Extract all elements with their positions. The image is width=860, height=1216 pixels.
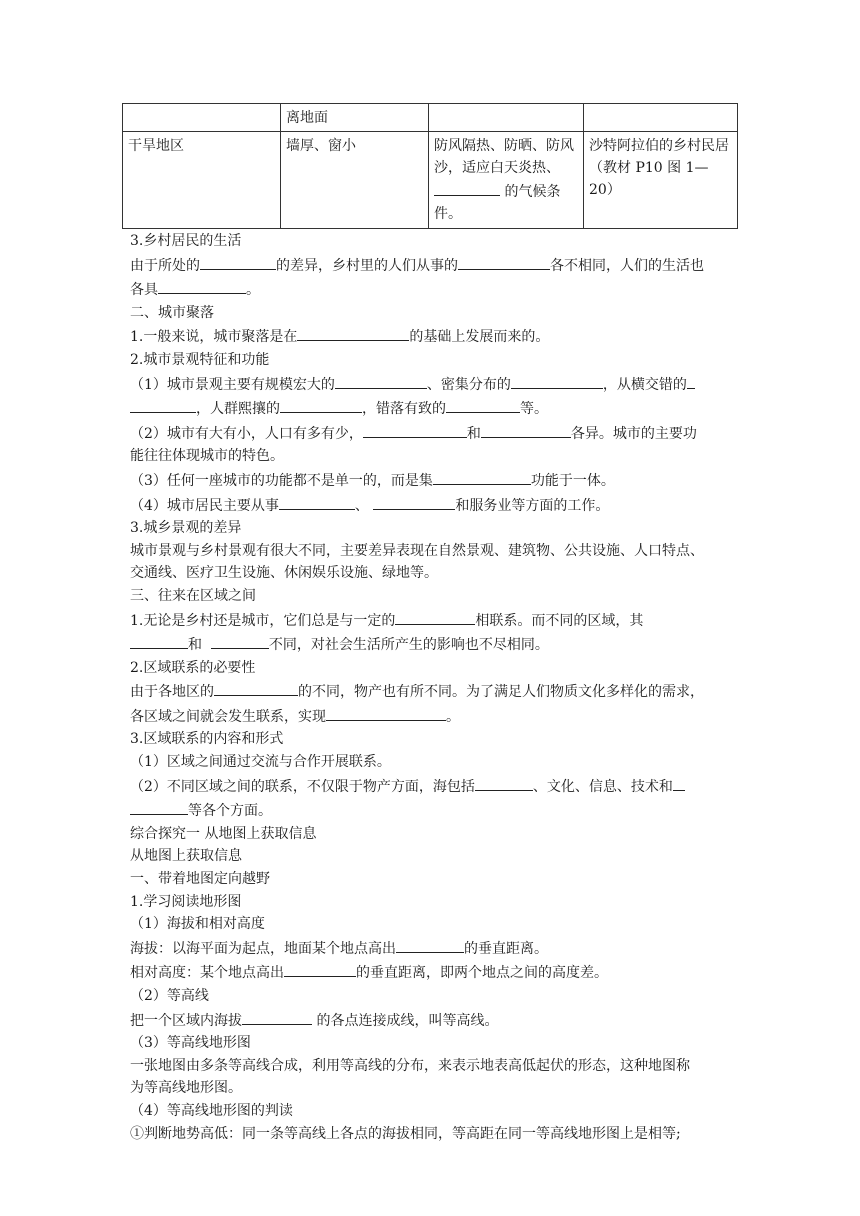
text-segment: ，错落有致的 [362, 401, 446, 418]
text-segment: 的基础上发展而来的。 [409, 329, 550, 346]
text-line: （1）海拔和相对高度 [130, 916, 265, 933]
table-cell [123, 104, 281, 132]
text-segment: 和 [188, 637, 202, 654]
text-segment: （2）不同区域之间的联系，不仅限于物产方面，海包括 [130, 778, 475, 795]
text-line: ①判断地势高低：同一条等高线上各点的海拔相同，等高距在同一等高线地形图上是相等; [130, 1125, 681, 1142]
text-segment: 1.无论是乡村还是城市，它们总是与一定的 [130, 612, 396, 629]
text-segment: 、密集分布的 [426, 376, 511, 393]
text-segment: 等各个方面。 [188, 803, 272, 820]
table-cell [429, 132, 584, 229]
text-segment: 各具 [130, 282, 158, 299]
text-line: 为等高线地形图。 [130, 1080, 242, 1097]
section-heading: 1.学习阅读地形图 [130, 893, 242, 910]
text-line [130, 372, 735, 397]
section-heading: 一、带着地图定向越野 [130, 871, 270, 888]
text-segment: 的垂直距离。 [464, 940, 548, 957]
fill-blank [242, 1008, 312, 1025]
text-segment: 功能于一体。 [530, 472, 615, 489]
fill-blank [434, 179, 500, 196]
fill-blank [481, 421, 571, 438]
fill-blank [280, 396, 362, 413]
fill-blank [130, 798, 188, 815]
fill-blank [363, 421, 467, 438]
text-line [130, 277, 735, 302]
text-line: 交通线、医疗卫生设施、休闲娱乐设施、绿地等。 [130, 565, 438, 582]
text-segment: 由于各地区的 [130, 684, 214, 701]
fill-blank [687, 372, 695, 389]
section-heading: 二、城市聚落 [130, 304, 214, 321]
text-segment: 和服务业等方面的工作。 [455, 497, 610, 514]
fill-blank [297, 324, 409, 341]
section-heading: 3.城乡景观的差异 [130, 520, 242, 537]
section-heading: 3.乡村居民的生活 [130, 233, 242, 249]
dwelling-table [122, 103, 738, 229]
text-segment: 。 [246, 282, 260, 299]
fill-blank [279, 493, 355, 510]
text-segment: 和 [466, 425, 481, 442]
text-segment: 相对高度：某个地点高出 [130, 965, 284, 982]
text-line [130, 396, 735, 421]
fill-blank [211, 632, 269, 649]
fill-blank [458, 253, 550, 270]
text-line [130, 608, 735, 633]
text-line: （2）等高线 [130, 988, 209, 1004]
text-segment: 把一个区域内海拔 [130, 1012, 242, 1029]
text-segment: 的垂直距离，即两个地点之间的高度差。 [356, 965, 608, 982]
text-segment: 各区域之间就会发生联系，实现 [130, 708, 326, 725]
text-line [130, 468, 735, 493]
fill-blank [130, 632, 188, 649]
text-segment: ，人群熙攘的 [196, 401, 280, 418]
text-segment: 各不相同，人们的生活也 [550, 257, 704, 274]
section-heading: 综合探究一 从地图上获取信息 [130, 825, 317, 842]
text-line: 能往往体现城市的特色。 [130, 448, 284, 465]
text-line [130, 324, 735, 349]
text-line [130, 1008, 735, 1033]
text-segment: （2）城市有大有小，人口有多有少， [130, 425, 363, 442]
text-line: （1）区域之间通过交流与合作开展联系。 [130, 754, 391, 771]
text-line [130, 798, 735, 823]
text-line: （3）等高线地形图 [130, 1035, 251, 1052]
text-line: 从地图上获取信息 [130, 848, 242, 865]
text-segment: 的各点连接成线，叫等高线。 [316, 1012, 499, 1029]
text-segment: 不同，对社会生活所产生的影响也不尽相同。 [268, 637, 549, 654]
text-segment: 等。 [520, 401, 548, 418]
text-line: 城市景观与乡村景观有很大不同，主要差异表现在自然景观、建筑物、公共设施、人口特点、 [130, 542, 704, 559]
text-line: （4）等高线地形图的判读 [130, 1102, 293, 1119]
text-line: 一张地图由多条等高线合成，利用等高线的分布，来表示地表高低起伏的形态，这种地图称 [130, 1057, 690, 1074]
document-body [130, 230, 735, 1145]
fill-blank [284, 960, 356, 977]
text-line [130, 632, 735, 657]
text-segment: 的差异，乡村里的人们从事的 [276, 257, 458, 274]
text-line [130, 960, 735, 985]
section-heading: 2.城市景观特征和功能 [130, 351, 270, 368]
text-line [130, 679, 735, 704]
table-row [123, 104, 738, 132]
text-segment: 、 [354, 497, 369, 514]
text-segment: （4）城市居民主要从事 [130, 497, 279, 514]
text-segment: 由于所处的 [130, 257, 200, 274]
text-line [130, 774, 735, 799]
fill-blank [446, 396, 520, 413]
text-segment: ，从横交错的 [602, 376, 687, 393]
fill-blank [200, 253, 276, 270]
section-heading: 3.区域联系的内容和形式 [130, 731, 284, 748]
text-segment: 相联系。而不同的区域，其 [475, 612, 644, 629]
text-line [130, 704, 735, 729]
cell-text: 防风隔热、防晒、防风沙，适应白天炎热、 [434, 138, 574, 176]
fill-blank [373, 493, 455, 510]
fill-blank [395, 608, 475, 625]
text-line [130, 253, 735, 278]
text-segment: （1）城市景观主要有规模宏大的 [130, 376, 335, 393]
text-segment: 。 [446, 708, 460, 725]
text-segment: 各异。城市的主要功 [570, 425, 697, 442]
table-cell [429, 104, 584, 132]
section-heading: 2.区域联系的必要性 [130, 659, 256, 676]
text-segment: （3）任何一座城市的功能都不是单一的，而是集 [130, 472, 433, 489]
text-segment: 、文化、信息、技术和 [532, 778, 673, 795]
table-row [123, 132, 738, 229]
text-segment: 海拔：以海平面为起点，地面某个地点高出 [130, 940, 396, 957]
fill-blank [214, 679, 298, 696]
text-line [130, 936, 735, 961]
text-line [130, 493, 735, 518]
table-cell [584, 104, 738, 132]
fill-blank [158, 277, 246, 294]
fill-blank [673, 774, 685, 791]
fill-blank [475, 774, 533, 791]
fill-blank [433, 468, 531, 485]
text-segment: 1.一般来说，城市聚落是在 [130, 329, 298, 346]
fill-blank [396, 936, 464, 953]
table-cell: 干旱地区 [123, 132, 281, 229]
fill-blank [130, 396, 196, 413]
fill-blank [511, 372, 603, 389]
table-cell: 墙厚、窗小 [281, 132, 429, 229]
table-cell: 沙特阿拉伯的乡村民居（教材 P10 图 1—20） [584, 132, 738, 229]
text-line [130, 421, 735, 446]
table-cell: 离地面 [281, 104, 429, 132]
section-heading: 三、往来在区域之间 [130, 587, 256, 604]
fill-blank [335, 372, 427, 389]
cell-text: 的气候条件。 [434, 184, 561, 222]
text-segment: 的不同，物产也有所不同。为了满足人们物质文化多样化的需求， [298, 684, 704, 701]
fill-blank [326, 704, 446, 721]
